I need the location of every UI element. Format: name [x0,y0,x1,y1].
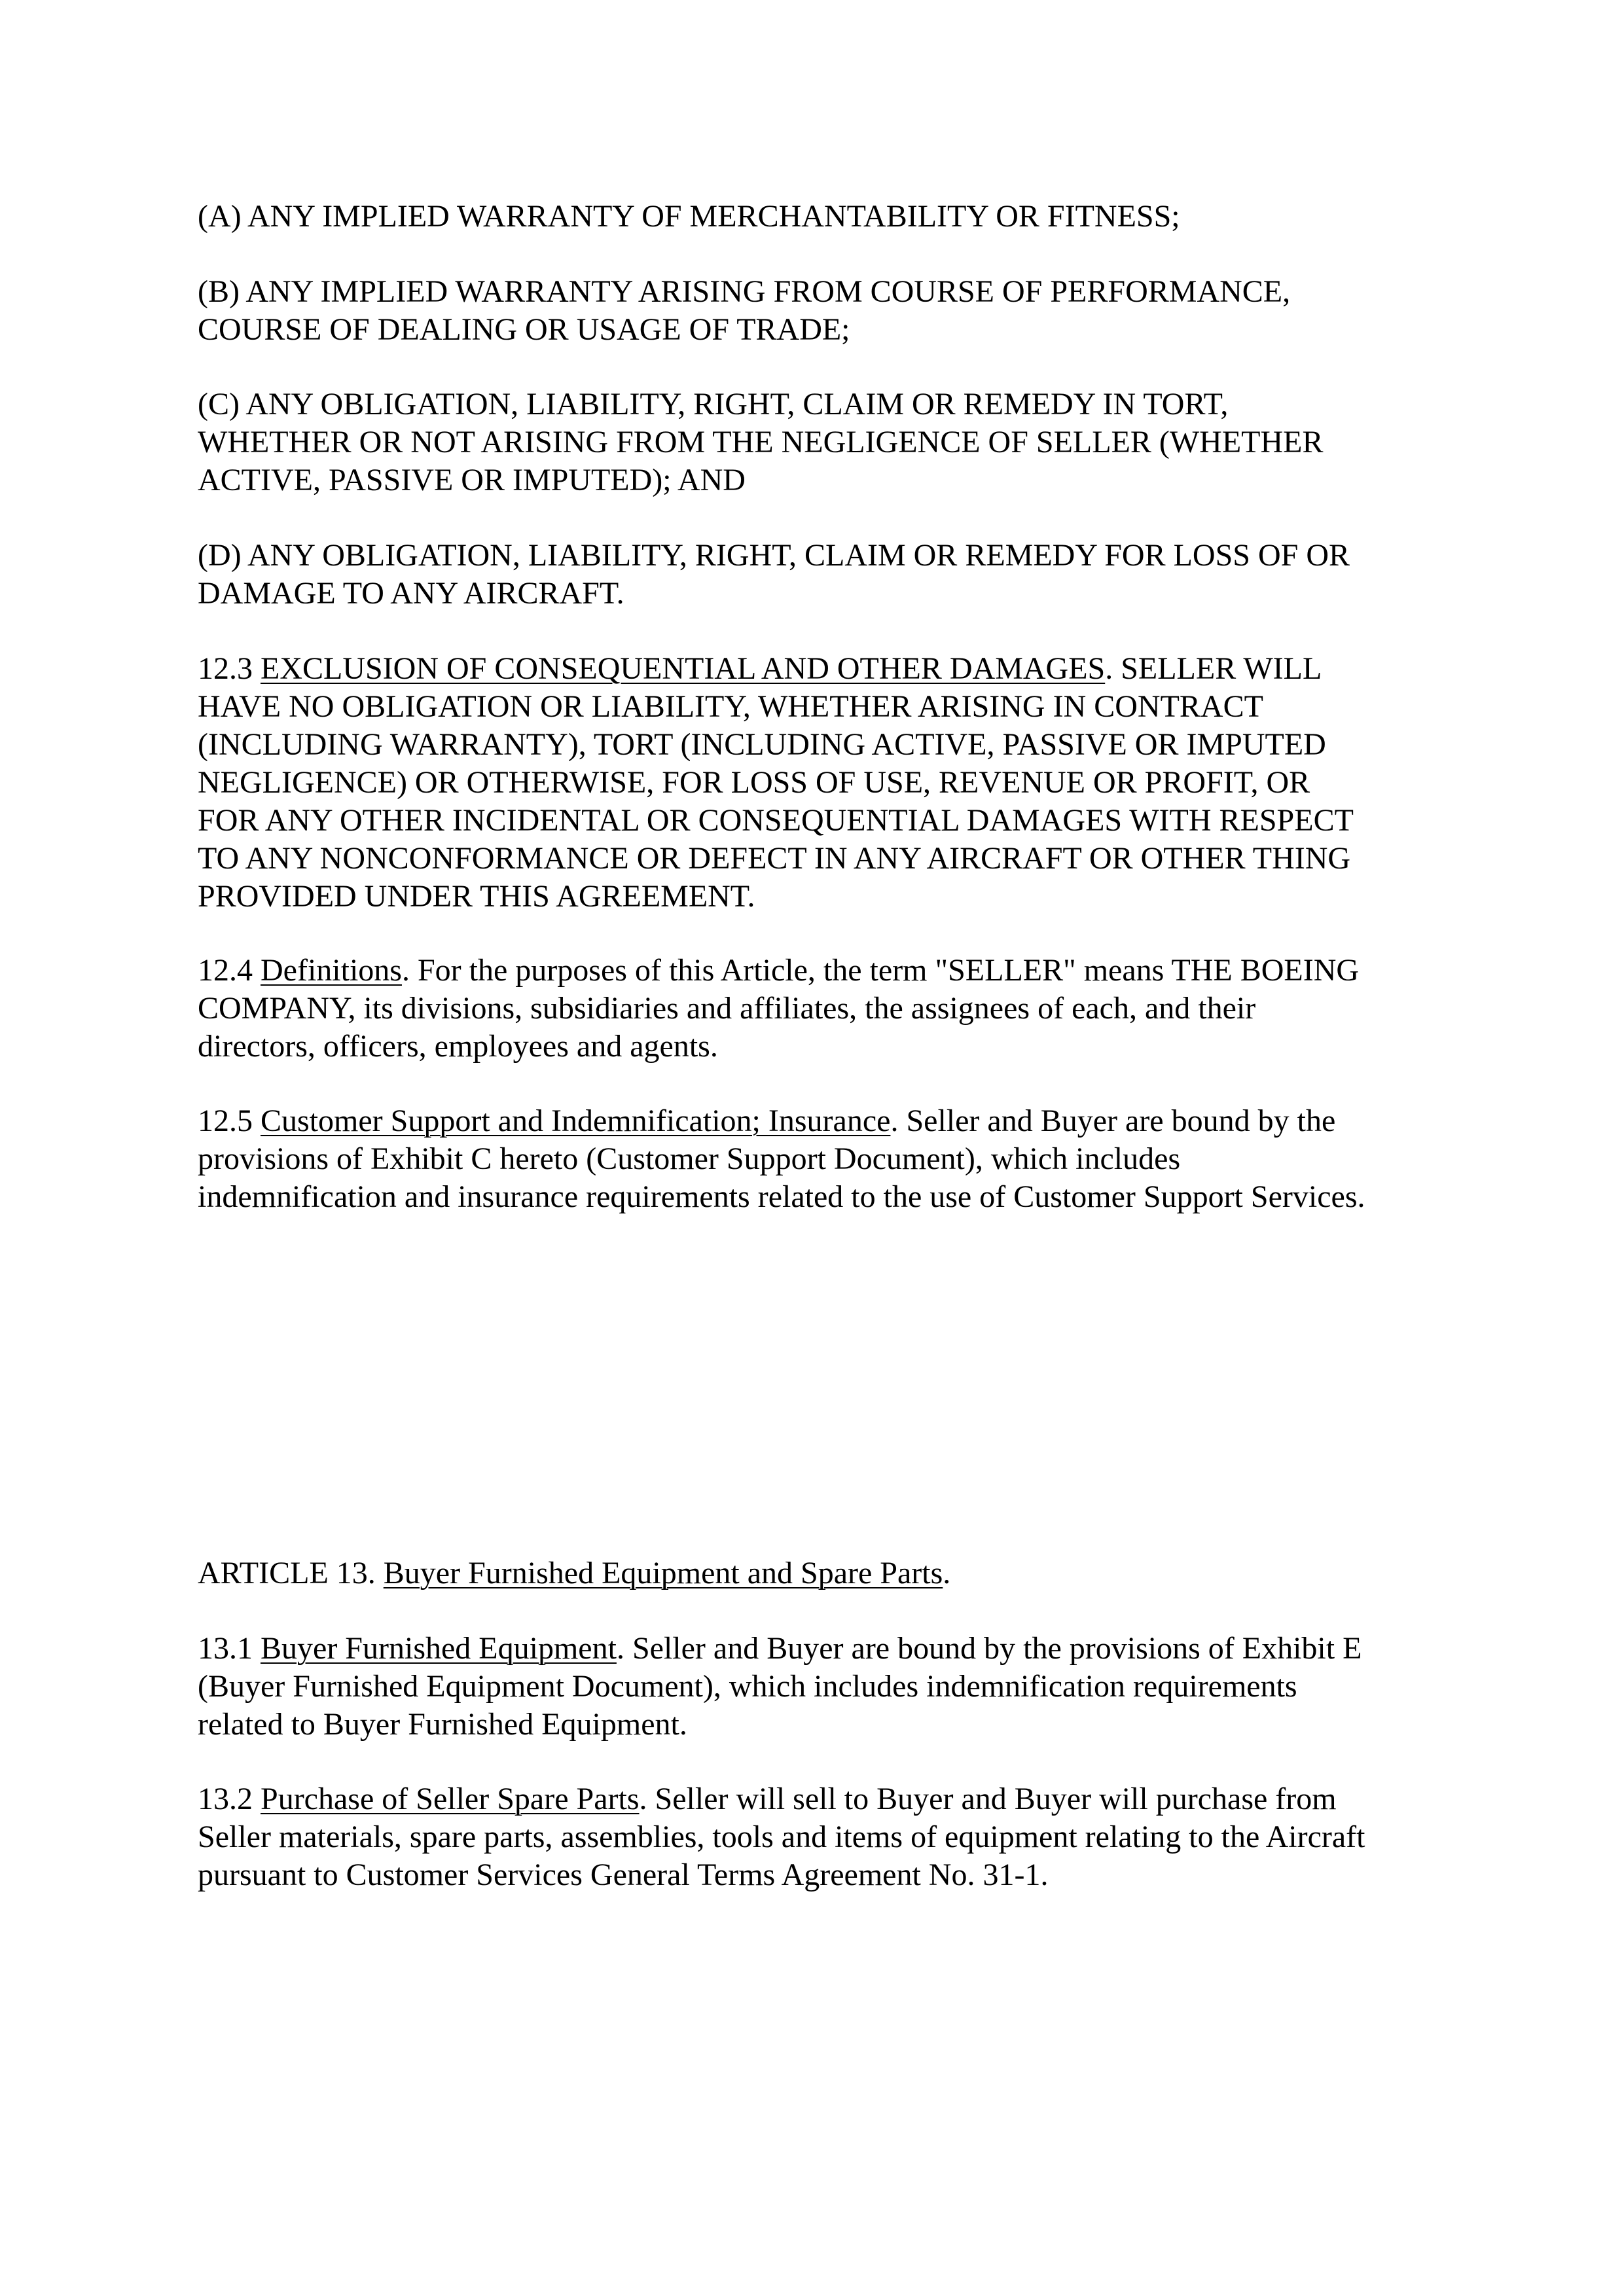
section-heading: Customer Support and Indemnification; Insurance [261,1103,891,1138]
paragraph-line: indemnification and insurance requirements related to the use of Customer Support Services. [198,1179,1365,1214]
paragraph-line: TO ANY NONCONFORMANCE OR DEFECT IN ANY AIRCRAFT OR OTHER THING [198,841,1351,876]
section-12-4 [198,952,1441,1066]
section-text: . Seller and Buyer are bound by the [890,1103,1336,1138]
section-heading: Purchase of Seller Spare Parts [261,1782,640,1816]
paragraph-line: COURSE OF DEALING OR USAGE OF TRADE; [198,312,850,347]
paragraph-line: directors, officers, employees and agents. [198,1029,718,1064]
paragraph-d [198,537,1441,613]
article-suffix: . [943,1556,951,1590]
paragraph-line: WHETHER OR NOT ARISING FROM THE NEGLIGENCE OF SELLER (WHETHER [198,425,1324,459]
paragraph-c [198,386,1441,499]
paragraph-line: provisions of Exhibit C hereto (Customer Support Document), which includes [198,1141,1181,1176]
section-text: . For the purposes of this Article, the term "SELLER" means THE BOEING [401,953,1360,988]
paragraph-line: related to Buyer Furnished Equipment. [198,1707,687,1742]
paragraph-line: (A) ANY IMPLIED WARRANTY OF MERCHANTABILITY OR FITNESS; [198,199,1180,234]
paragraph-line: FOR ANY OTHER INCIDENTAL OR CONSEQUENTIAL DAMAGES WITH RESPECT [198,803,1354,838]
article-title: Buyer Furnished Equipment and Spare Parts [383,1556,943,1590]
section-13-1 [198,1630,1441,1744]
section-number: 12.5 [198,1103,261,1138]
section-first-line [198,1630,1441,1668]
article-heading-line [198,1554,1441,1592]
section-12-5 [198,1102,1441,1216]
section-12-3 [198,650,1441,916]
section-heading: Buyer Furnished Equipment [261,1631,617,1666]
section-first-line [198,650,1441,688]
section-text: . SELLER WILL [1105,651,1322,686]
paragraph-line: (INCLUDING WARRANTY), TORT (INCLUDING ACTIVE, PASSIVE OR IMPUTED [198,727,1326,762]
section-number: 13.2 [198,1782,261,1816]
section-13-2 [198,1780,1441,1894]
paragraph-line: NEGLIGENCE) OR OTHERWISE, FOR LOSS OF USE, REVENUE OR PROFIT, OR [198,765,1310,800]
paragraph-line: pursuant to Customer Services General Terms Agreement No. 31-1. [198,1857,1049,1892]
section-first-line [198,1780,1441,1818]
section-first-line [198,952,1441,990]
paragraph-line: COMPANY, its divisions, subsidiaries and affiliates, the assignees of each, and their [198,991,1256,1026]
paragraph-line: (D) ANY OBLIGATION, LIABILITY, RIGHT, CLAIM OR REMEDY FOR LOSS OF OR [198,538,1350,573]
paragraph-a [198,198,1441,236]
paragraph-line: (C) ANY OBLIGATION, LIABILITY, RIGHT, CLAIM OR REMEDY IN TORT, [198,387,1229,422]
paragraph-line: ACTIVE, PASSIVE OR IMPUTED); AND [198,463,746,497]
paragraph-b [198,273,1441,349]
section-text: . Seller will sell to Buyer and Buyer will purchase from [639,1782,1337,1816]
paragraph-line: Seller materials, spare parts, assemblies, tools and items of equipment relating to the Aircraft [198,1820,1365,1854]
section-first-line [198,1102,1441,1140]
paragraph-line: DAMAGE TO ANY AIRCRAFT. [198,576,624,611]
paragraph-line: (Buyer Furnished Equipment Document), which includes indemnification requirements [198,1669,1297,1704]
article-number: ARTICLE 13. [198,1556,384,1590]
section-number: 12.4 [198,953,261,988]
section-text: . Seller and Buyer are bound by the provisions of Exhibit E [616,1631,1362,1666]
article-13-heading [198,1554,1441,1592]
section-heading: Definitions [261,953,402,988]
paragraph-line: HAVE NO OBLIGATION OR LIABILITY, WHETHER ARISING IN CONTRACT [198,689,1263,724]
paragraph-line: (B) ANY IMPLIED WARRANTY ARISING FROM COURSE OF PERFORMANCE, [198,274,1291,309]
paragraph-line: PROVIDED UNDER THIS AGREEMENT. [198,879,755,914]
section-number: 13.1 [198,1631,261,1666]
section-heading: EXCLUSION OF CONSEQUENTIAL AND OTHER DAMAGES [261,651,1106,686]
section-number: 12.3 [198,651,261,686]
